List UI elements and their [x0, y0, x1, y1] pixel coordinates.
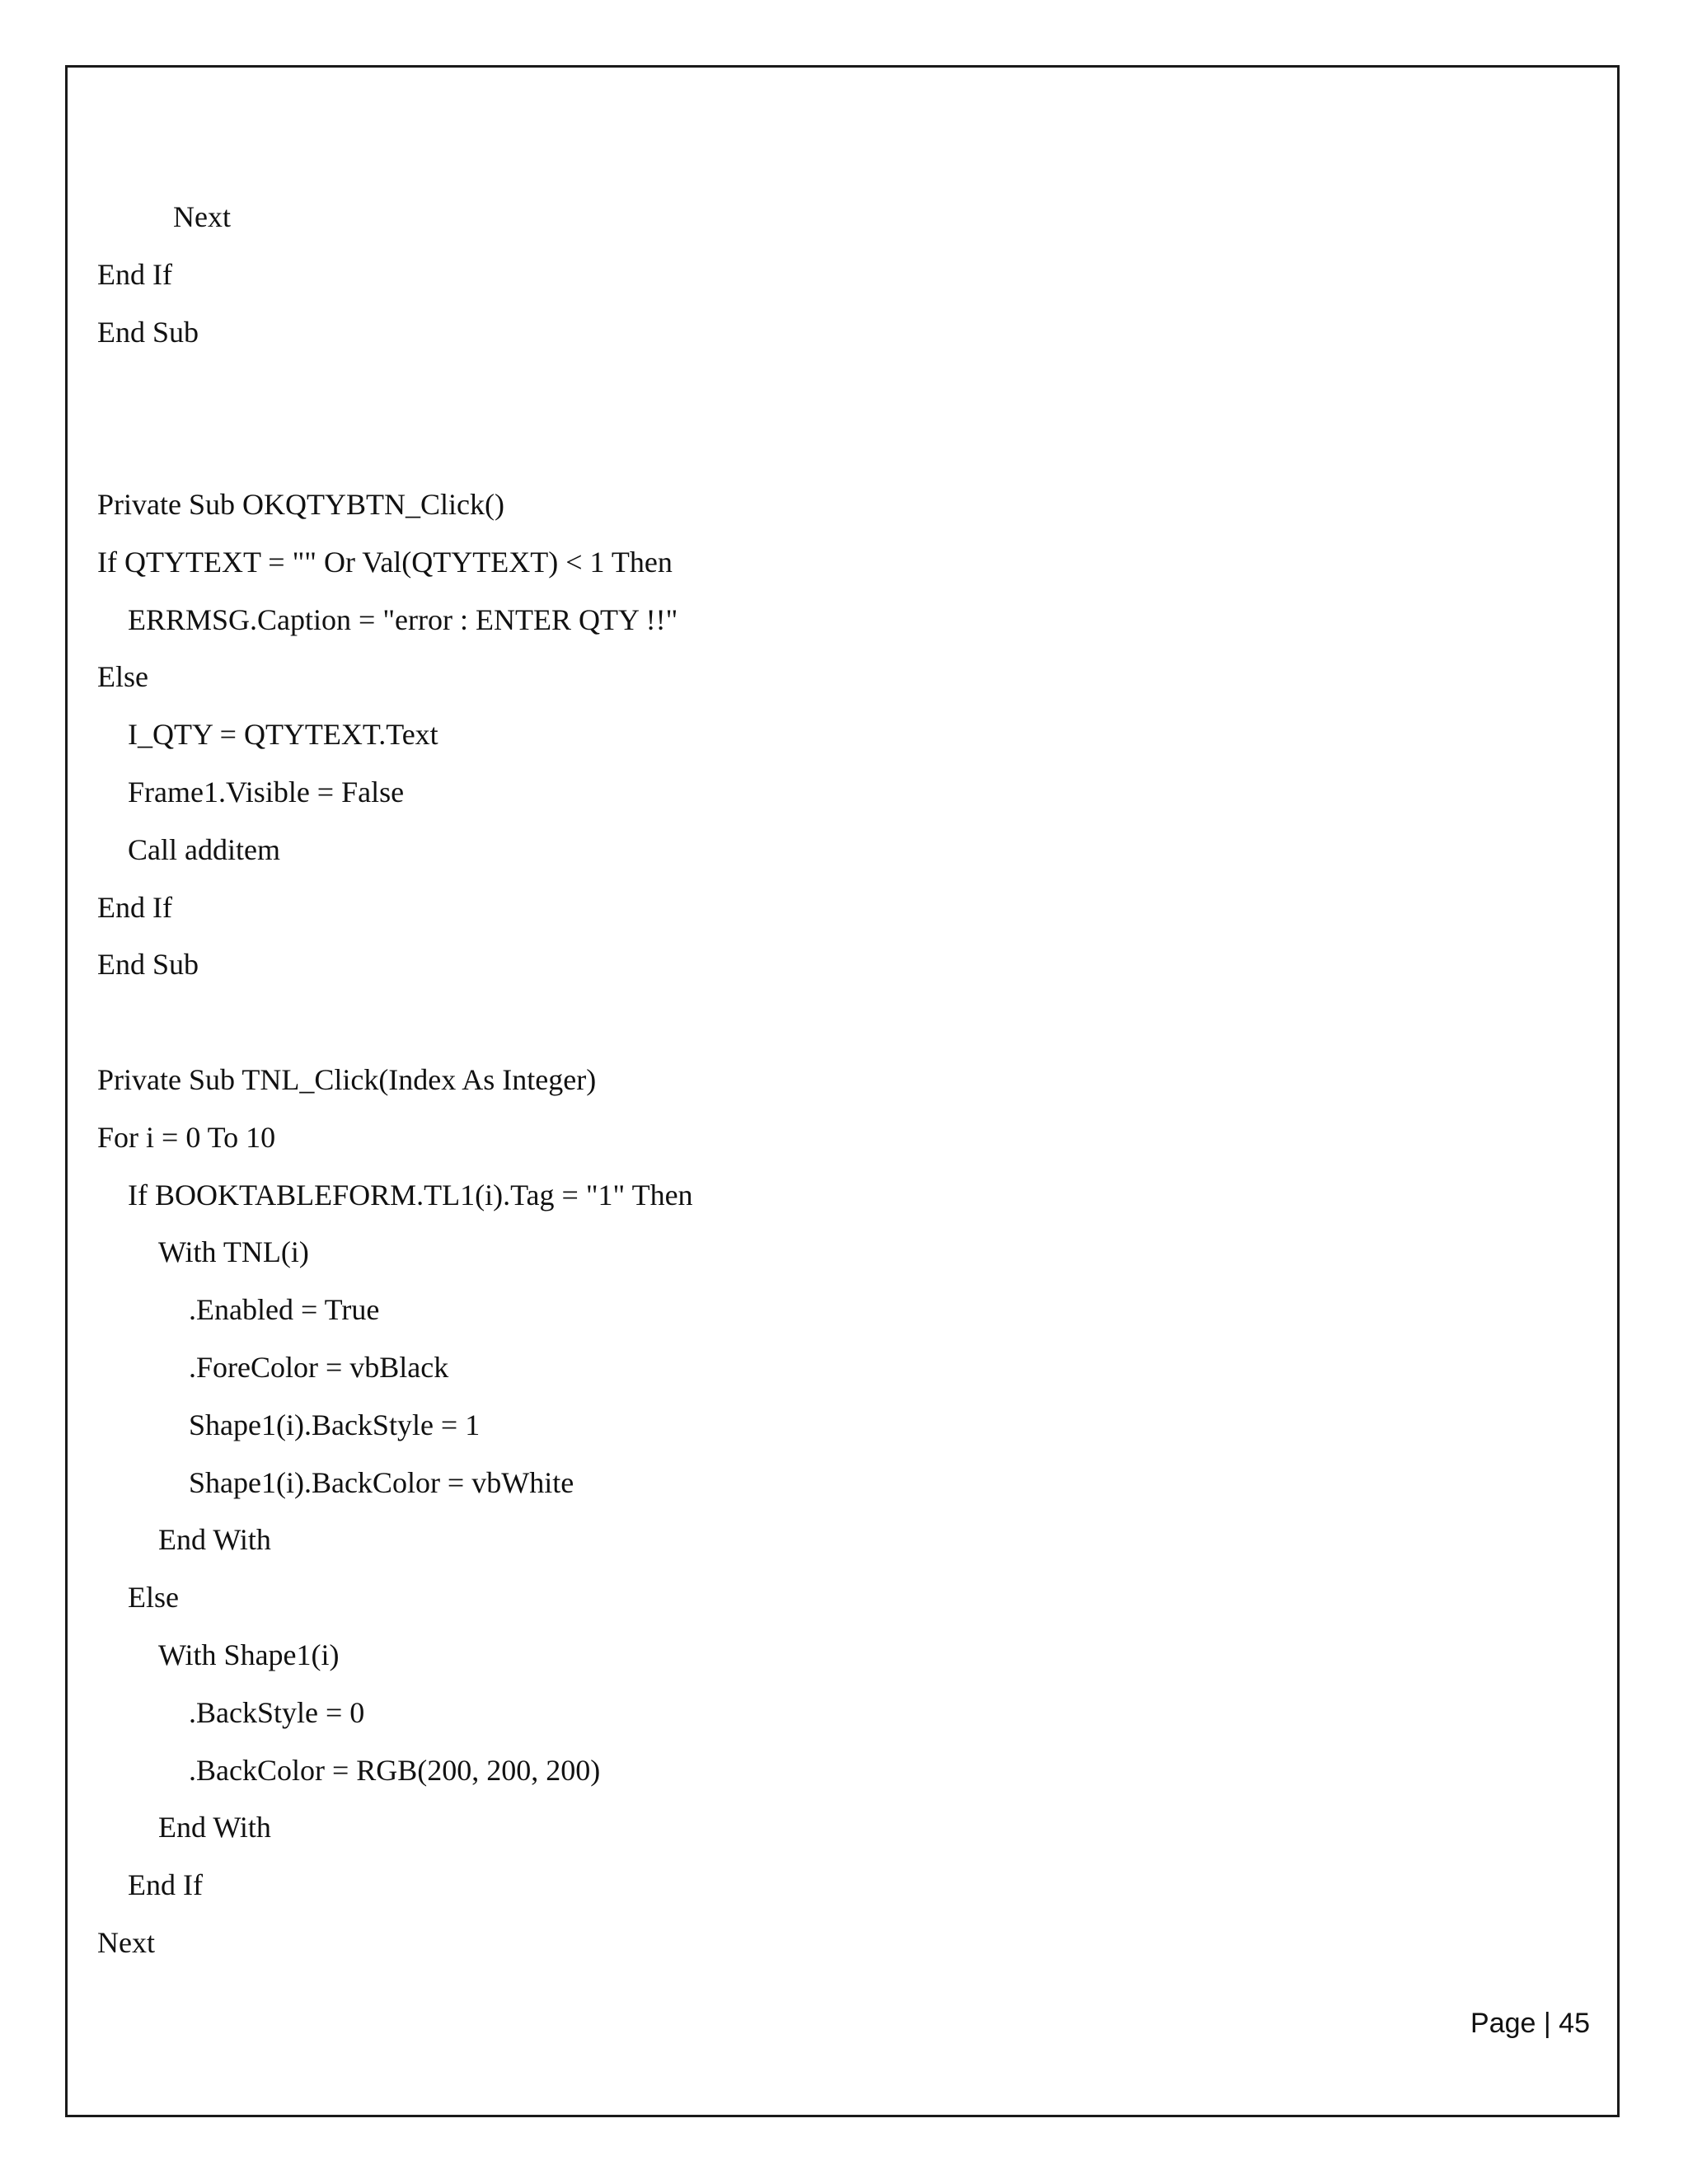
code-line: End With: [158, 1523, 271, 1557]
code-line: End If: [97, 257, 172, 291]
code-line: ERRMSG.Caption = "error : ENTER QTY !!": [128, 602, 678, 636]
code-listing: [97, 196, 693, 1980]
code-line: .BackStyle = 0: [189, 1695, 365, 1729]
code-line: Shape1(i).BackColor = vbWhite: [189, 1465, 574, 1499]
code-line: With Shape1(i): [158, 1638, 340, 1671]
code-line: Private Sub OKQTYBTN_Click(): [97, 487, 504, 521]
code-line: .Enabled = True: [189, 1293, 380, 1327]
code-line: I_QTY = QTYTEXT.Text: [128, 718, 438, 752]
code-line: End Sub: [97, 315, 199, 349]
code-line: End If: [97, 890, 172, 924]
code-line: End Sub: [97, 948, 199, 982]
code-line: .ForeColor = vbBlack: [189, 1350, 449, 1384]
code-line: Next: [97, 1925, 155, 1959]
blank-line: [97, 368, 693, 426]
code-line: .BackColor = RGB(200, 200, 200): [189, 1753, 601, 1787]
code-line: Call additem: [128, 832, 280, 866]
code-line: If QTYTEXT = "" Or Val(QTYTEXT) < 1 Then: [97, 545, 673, 579]
code-line: For i = 0 To 10: [97, 1120, 276, 1154]
blank-line: [97, 426, 693, 484]
code-line: Else: [128, 1581, 179, 1615]
code-line: Frame1.Visible = False: [128, 775, 405, 808]
code-line: Next: [173, 200, 231, 233]
code-line: End If: [128, 1868, 203, 1902]
code-line: End With: [158, 1811, 271, 1844]
code-line: Shape1(i).BackStyle = 1: [189, 1408, 481, 1441]
blank-line: [97, 1001, 693, 1059]
code-line: Private Sub TNL_Click(Index As Integer): [97, 1062, 597, 1096]
code-line: If BOOKTABLEFORM.TL1(i).Tag = "1" Then: [128, 1178, 693, 1212]
code-line: With TNL(i): [158, 1235, 309, 1269]
code-line: Else: [97, 660, 148, 694]
page-number: Page | 45: [1470, 2008, 1590, 2039]
